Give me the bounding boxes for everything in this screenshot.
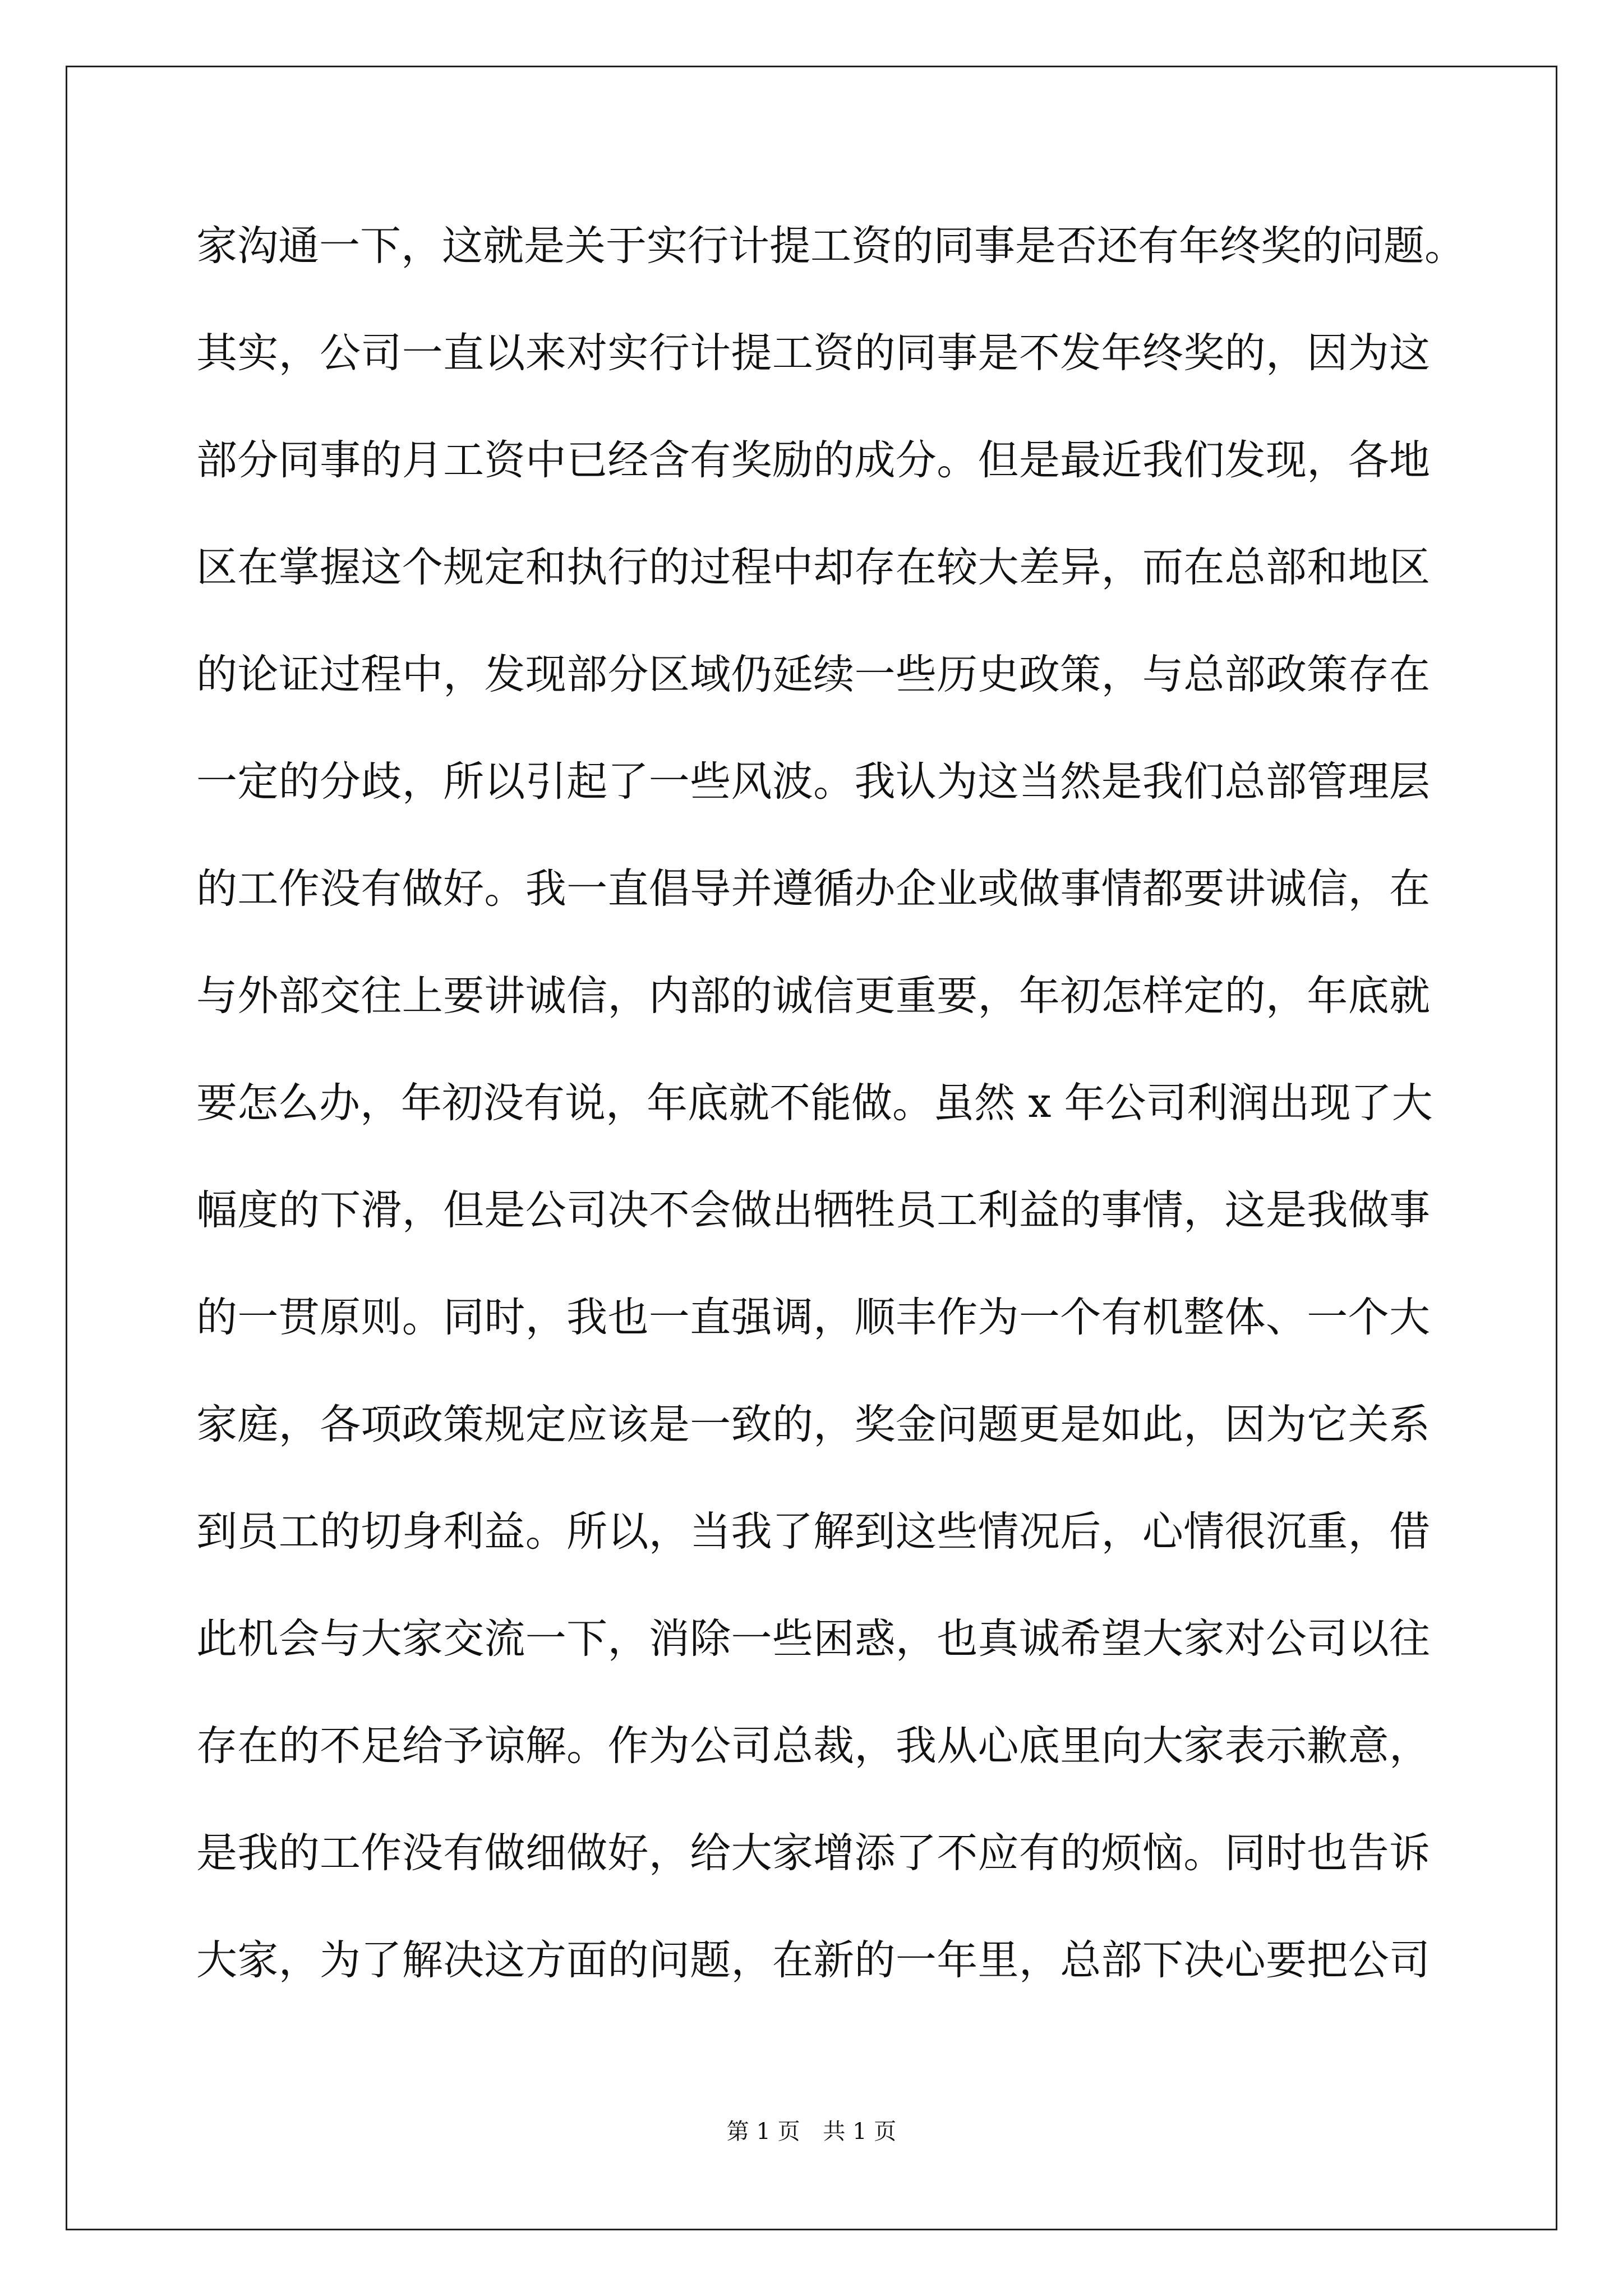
text-line: 家沟通一下，这就是关于实行计提工资的同事是否还有年终奖的问题。 — [196, 222, 1465, 270]
page-number: 第 1 页 — [726, 2119, 800, 2145]
text-line: 存在的不足给予谅解。作为公司总裁，我从心底里向大家表示歉意， — [196, 1722, 1430, 1770]
text-line: 其实，公司一直以来对实行计提工资的同事是不发年终奖的，因为这 — [196, 329, 1430, 377]
document-body — [196, 192, 1465, 2014]
text-line: 幅度的下滑，但是公司决不会做出牺牲员工利益的事情，这是我做事 — [196, 1186, 1430, 1234]
text-line: 家庭，各项政策规定应该是一致的，奖金问题更是如此，因为它关系 — [196, 1401, 1430, 1448]
text-line: 的工作没有做好。我一直倡导并遵循办企业或做事情都要讲诚信，在 — [196, 865, 1430, 913]
text-line: 的论证过程中，发现部分区域仍延续一些历史政策，与总部政策存在 — [196, 651, 1430, 698]
text-line: 要怎么办，年初没有说，年底就不能做。虽然 x 年公司利润出现了大 — [196, 1079, 1433, 1127]
text-line: 区在掌握这个规定和执行的过程中却存在较大差异，而在总部和地区 — [196, 544, 1430, 591]
text-line: 的一贯原则。同时，我也一直强调，顺丰作为一个有机整体、一个大 — [196, 1294, 1430, 1341]
text-line: 一定的分歧，所以引起了一些风波。我认为这当然是我们总部管理层 — [196, 758, 1430, 806]
text-line: 是我的工作没有做细做好，给大家增添了不应有的烦恼。同时也告诉 — [196, 1829, 1430, 1877]
text-line: 此机会与大家交流一下，消除一些困惑，也真诚希望大家对公司以往 — [196, 1615, 1430, 1663]
text-line: 与外部交往上要讲诚信，内部的诚信更重要，年初怎样定的，年底就 — [196, 972, 1430, 1020]
page-footer — [0, 2115, 1623, 2148]
text-line: 大家，为了解决这方面的问题，在新的一年里，总部下决心要把公司 — [196, 1936, 1430, 1984]
page-total: 共 1 页 — [823, 2119, 897, 2145]
text-line: 部分同事的月工资中已经含有奖励的成分。但是最近我们发现，各地 — [196, 436, 1430, 484]
text-line: 到员工的切身利益。所以，当我了解到这些情况后，心情很沉重，借 — [196, 1508, 1430, 1556]
